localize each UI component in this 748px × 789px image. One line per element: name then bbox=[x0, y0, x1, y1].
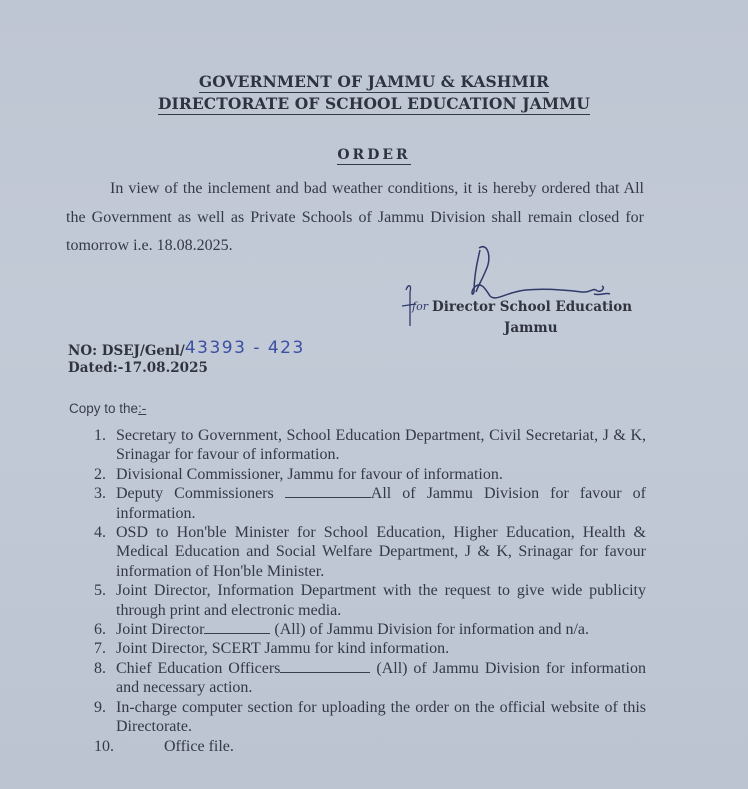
order-title-text: ORDER bbox=[337, 147, 411, 163]
blank-line bbox=[280, 660, 370, 673]
list-item bbox=[94, 659, 646, 698]
list-item-text: (All) of Jammu Division for information and necessary action. bbox=[116, 659, 646, 697]
copy-to-label-suffix: :- bbox=[138, 401, 147, 416]
list-item-text: (All) of Jammu Division for information and n/a. bbox=[274, 621, 590, 639]
list-item-number: 9. bbox=[94, 698, 106, 716]
directorate-heading bbox=[0, 94, 748, 113]
list-item-text: Joint Director, Information Department with the request to give wide publicity through print and electronic media. bbox=[116, 582, 646, 619]
signature-block bbox=[396, 240, 656, 340]
list-item-number: 8. bbox=[94, 659, 106, 677]
reference-number-label: NO: DSEJ/Genl/ bbox=[68, 343, 185, 359]
list-item-text: OSD to Hon'ble Minister for School Education, Higher Education, Health & Medical Education and Social Welfare Department, J & K, Srinagar for favour information of Hon'ble Minister. bbox=[116, 524, 646, 580]
list-item-text: All of Jammu Division for favour of information. bbox=[116, 485, 646, 522]
signatory-place: Jammu bbox=[504, 320, 558, 336]
list-item-number: 1. bbox=[94, 427, 106, 444]
list-item-number: 5. bbox=[94, 582, 106, 600]
list-item-number: 2. bbox=[94, 465, 106, 483]
signature-for: for bbox=[412, 300, 428, 313]
list-item-text: Joint Director, SCERT Jammu for kind information. bbox=[116, 640, 450, 658]
blank-line bbox=[285, 485, 371, 498]
list-item bbox=[94, 620, 646, 639]
list-item-number: 10. bbox=[94, 737, 114, 755]
list-item-text: Divisional Commissioner, Jammu for favour of information. bbox=[116, 465, 503, 483]
list-item-number: 4. bbox=[94, 524, 106, 542]
list-item bbox=[94, 737, 646, 756]
reference-number-handwritten: 43393 - 423 bbox=[184, 338, 305, 358]
list-item-text: Deputy Commissioners bbox=[116, 485, 274, 503]
list-item-text: Secretary to Government, School Education Department, Civil Secretariat, J & K, Srinagar for favour of information. bbox=[116, 427, 646, 464]
list-item bbox=[94, 426, 646, 465]
list-item-number: 6. bbox=[94, 621, 106, 639]
blank-line bbox=[204, 621, 270, 634]
signatory-designation: Director School Education bbox=[432, 299, 633, 315]
list-item-text: In-charge computer section for uploading the order on the official website of this Directorate. bbox=[116, 698, 646, 736]
list-item-number: 3. bbox=[94, 485, 106, 503]
order-title bbox=[0, 147, 748, 163]
copy-to-label-text: Copy to the bbox=[69, 401, 139, 416]
reference-date: Dated:-17.08.2025 bbox=[68, 360, 208, 376]
directorate-heading-text: DIRECTORATE OF SCHOOL EDUCATION JAMMU bbox=[158, 94, 590, 113]
list-item bbox=[94, 581, 646, 620]
reference-number bbox=[68, 340, 305, 360]
copy-to-label bbox=[69, 401, 146, 416]
list-item-number: 7. bbox=[94, 640, 106, 658]
govt-heading-text: GOVERNMENT OF JAMMU & KASHMIR bbox=[198, 72, 550, 91]
list-item-text: Joint Director bbox=[116, 621, 205, 639]
govt-heading bbox=[0, 72, 748, 91]
list-item bbox=[94, 639, 646, 658]
list-item bbox=[94, 465, 646, 484]
list-item bbox=[94, 484, 646, 523]
list-item bbox=[94, 698, 646, 737]
list-item-text: Office file. bbox=[164, 737, 234, 755]
list-item-text: Chief Education Officers bbox=[116, 659, 281, 677]
order-paragraph-text: In view of the inclement and bad weather conditions, it is hereby ordered that All the Government as well as Private Schools of Jammu Division shall remain closed for tomorrow i.e. 18.08.2025. bbox=[66, 180, 644, 254]
list-item bbox=[94, 523, 646, 581]
copy-to-list bbox=[94, 426, 646, 756]
